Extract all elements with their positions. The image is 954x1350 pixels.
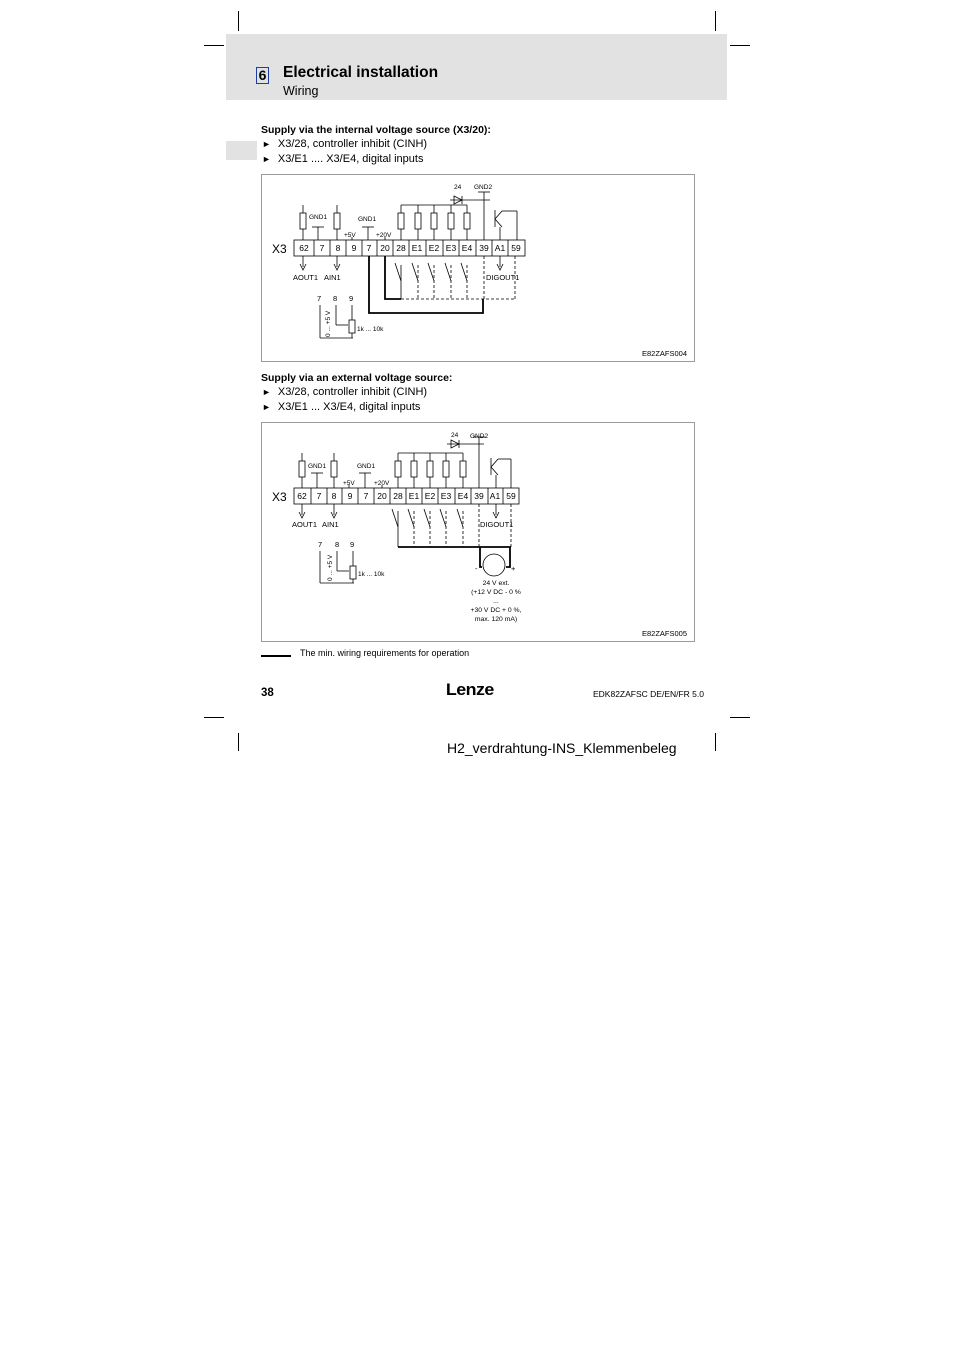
bullet-text: X3/E1 ... X3/E4, digital inputs bbox=[277, 401, 421, 413]
terminal-label: 59 bbox=[511, 243, 521, 253]
file-slug: H2_verdrahtung-INS_Klemmenbeleg bbox=[447, 740, 677, 756]
terminal-label: 8 bbox=[331, 491, 337, 501]
gnd1-label: GND1 bbox=[309, 214, 328, 221]
terminal-label: E1 bbox=[408, 491, 420, 501]
gnd1-label: GND1 bbox=[308, 463, 327, 470]
diagram-svg bbox=[262, 175, 694, 361]
ain1-label: AIN1 bbox=[324, 273, 341, 282]
gnd1-label: GND1 bbox=[358, 216, 377, 223]
plus20v-label: +20V bbox=[376, 232, 392, 239]
bullet-arrow-icon: ► bbox=[262, 402, 271, 412]
crop-mark bbox=[238, 11, 239, 31]
pot-value: 1k ... 10k bbox=[357, 326, 384, 333]
bullet-text: X3/E1 .... X3/E4, digital inputs bbox=[277, 153, 424, 165]
pot-pin: 9 bbox=[349, 294, 354, 303]
aout1-label: AOUT1 bbox=[292, 520, 318, 529]
supply-plus: + bbox=[511, 564, 516, 573]
wiring-diagram-internal bbox=[261, 174, 695, 362]
ain1-label: AIN1 bbox=[322, 520, 339, 529]
terminal-label: E4 bbox=[457, 491, 469, 501]
plus20v-label: +20V bbox=[374, 480, 390, 487]
terminal-label: A1 bbox=[489, 491, 501, 501]
pot-range: 0 ... +5 V bbox=[325, 310, 332, 337]
lenze-logo: Lenze bbox=[445, 680, 494, 699]
figure-code: E82ZAFS004 bbox=[641, 349, 687, 358]
terminal-label: E1 bbox=[411, 243, 423, 253]
crop-mark bbox=[204, 45, 224, 46]
connector-label: X3 bbox=[272, 242, 287, 256]
terminal-label: 7 bbox=[363, 491, 369, 501]
diagram-svg bbox=[262, 423, 694, 641]
terminal-label: 7 bbox=[316, 491, 322, 501]
crop-mark bbox=[730, 717, 750, 718]
supply-minus: - bbox=[475, 564, 478, 573]
pot-pin: 8 bbox=[333, 294, 338, 303]
pot-range: 0 ... +5 V bbox=[327, 554, 334, 581]
gnd2-label: GND2 bbox=[470, 433, 489, 440]
gnd1-label: GND1 bbox=[357, 463, 376, 470]
pot-pin: 8 bbox=[335, 540, 340, 549]
pot-pin: 7 bbox=[318, 540, 323, 549]
terminal-label: 39 bbox=[479, 243, 489, 253]
section2-bullet bbox=[262, 401, 420, 413]
terminal-label: 7 bbox=[366, 243, 372, 253]
section-title: Wiring bbox=[283, 84, 319, 98]
side-tab bbox=[226, 141, 257, 160]
terminal-label: E3 bbox=[440, 491, 452, 501]
terminal-label: 20 bbox=[377, 491, 387, 501]
terminal-label: 28 bbox=[396, 243, 406, 253]
section1-heading: Supply via the internal voltage source (X3/20): bbox=[261, 124, 491, 136]
digout1-label: DIGOUT1 bbox=[480, 520, 514, 529]
wiring-diagram-external bbox=[261, 422, 695, 642]
connector-label: X3 bbox=[272, 490, 287, 504]
terminal-label: 28 bbox=[393, 491, 403, 501]
terminal-label: E3 bbox=[445, 243, 457, 253]
bullet-arrow-icon: ► bbox=[262, 154, 271, 164]
terminal-label: 59 bbox=[506, 491, 516, 501]
section2-bullet bbox=[262, 386, 427, 398]
crop-mark bbox=[238, 733, 239, 751]
supply-text: +30 V DC + 0 %, bbox=[470, 607, 522, 614]
section2-heading: Supply via an external voltage source: bbox=[261, 372, 453, 384]
terminal-label: 9 bbox=[351, 243, 357, 253]
supply-text: max. 120 mA) bbox=[474, 616, 518, 623]
supply-text: ... bbox=[493, 598, 499, 605]
terminal-label: 8 bbox=[335, 243, 341, 253]
terminal-label: E2 bbox=[428, 243, 440, 253]
terminal-label: 62 bbox=[299, 243, 309, 253]
terminal-label: 20 bbox=[380, 243, 390, 253]
crop-mark bbox=[730, 45, 750, 46]
pot-pin: 7 bbox=[317, 294, 322, 303]
terminal-label: 9 bbox=[347, 491, 353, 501]
terminal-label: 39 bbox=[474, 491, 484, 501]
bullet-arrow-icon: ► bbox=[262, 387, 271, 397]
terminal-label: A1 bbox=[494, 243, 506, 253]
bullet-text: X3/28, controller inhibit (CINH) bbox=[277, 386, 428, 398]
terminal-label: 7 bbox=[319, 243, 325, 253]
bullet-text: X3/28, controller inhibit (CINH) bbox=[277, 138, 428, 150]
chapter-number[interactable]: 6 bbox=[256, 67, 269, 84]
supply-text: (+12 V DC - 0 % bbox=[471, 589, 521, 596]
gnd2-label: GND2 bbox=[474, 184, 493, 191]
legend-line bbox=[261, 655, 291, 657]
legend-text: The min. wiring requirements for operation bbox=[300, 648, 470, 658]
document-id: EDK82ZAFSC DE/EN/FR 5.0 bbox=[593, 689, 705, 699]
pot-value: 1k ... 10k bbox=[358, 571, 385, 578]
aout1-label: AOUT1 bbox=[293, 273, 319, 282]
section1-bullet bbox=[262, 153, 423, 165]
plus5v-label: +5V bbox=[344, 232, 356, 239]
chapter-title: Electrical installation bbox=[283, 64, 439, 81]
bullet-arrow-icon: ► bbox=[262, 139, 271, 149]
pot-pin: 9 bbox=[350, 540, 355, 549]
crop-mark bbox=[715, 733, 716, 751]
section1-bullet bbox=[262, 138, 427, 150]
figure-code: E82ZAFS005 bbox=[641, 629, 687, 638]
digout1-label: DIGOUT1 bbox=[486, 273, 520, 282]
page-number: 38 bbox=[261, 687, 274, 699]
voltage-label: 24 bbox=[454, 184, 462, 191]
terminal-label: E4 bbox=[461, 243, 473, 253]
terminal-label: 62 bbox=[297, 491, 307, 501]
supply-text: 24 V ext. bbox=[482, 580, 510, 587]
crop-mark bbox=[715, 11, 716, 31]
terminal-label: E2 bbox=[424, 491, 436, 501]
voltage-label: 24 bbox=[451, 432, 459, 439]
plus5v-label: +5V bbox=[343, 480, 355, 487]
crop-mark bbox=[204, 717, 224, 718]
